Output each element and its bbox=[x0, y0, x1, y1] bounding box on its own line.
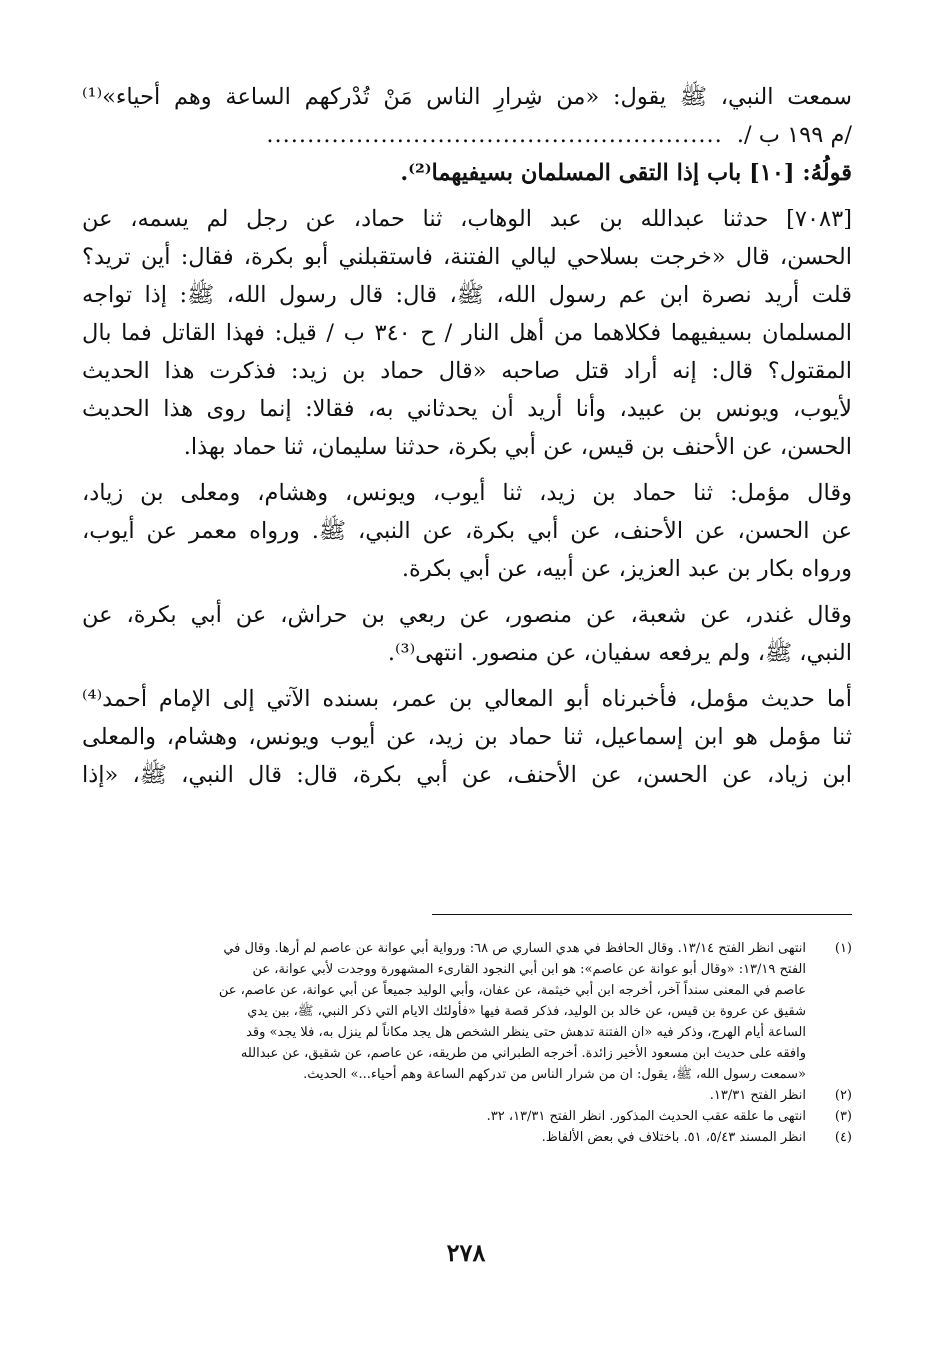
text-line-6: قلت أريد نصرة ابن عم رسول الله، ﷺ، قال: قال رسول الله، ﷺ: إذا تواجه bbox=[82, 282, 852, 308]
footnote-text: الساعة أيام الهرج، وذكر فيه «ان الفتنة تدهش حتى ينظر الشخص هل يجد مكاناً لم ينزل به، فلا يجد» وقد bbox=[246, 1025, 806, 1040]
footnote-text: «سمعت رسول الله، ﷺ، يقول: ان من شرار الناس من تدركهم الساعة وهم أحياء...» الحديث. bbox=[303, 1067, 806, 1082]
text-line-15: النبي، ﷺ، ولم يرفعه سفيان، عن منصور. انتهى⁽³⁾. bbox=[387, 640, 852, 666]
text-line-14: وقال غندر، عن شعبة، عن منصور، عن ربعي بن حراش، عن أبي بكرة، عن bbox=[82, 602, 852, 628]
text-line-9: لأيوب، ويونس بن عبيد، وأنا أريد أن يحدثاني به، فقالا: إنما روى هذا الحديث bbox=[82, 396, 852, 422]
text-line-4: [٧٠٨٣] حدثنا عبدالله بن عبد الوهاب، ثنا حماد، عن رجل لم يسمه، عن bbox=[82, 206, 852, 232]
main-text bbox=[82, 78, 852, 794]
footnote-number: (٣) bbox=[834, 1109, 852, 1124]
footnote-3 bbox=[82, 1106, 852, 1127]
page-number: ٢٧٨ bbox=[446, 1238, 486, 1267]
text-line-7: المسلمان بسيفيهما فكلاهما من أهل النار / ح ٣٤٠ ب / قيل: فهذا القاتل فما بال bbox=[82, 320, 852, 346]
text-line-8: المقتول؟ قال: إنه أراد قتل صاحبه «قال حماد بن زيد: فذكرت هذا الحديث bbox=[82, 358, 852, 384]
footnote-separator bbox=[432, 914, 852, 915]
footnote-text: انتهى انظر الفتح ١٣/١٤. وقال الحافظ في هدي الساري ص ٦٨: ورواية أبي عوانة عن عاصم لم أرها. وقال في bbox=[223, 941, 806, 956]
footnote-text: شقيق عن عروة بن قيس، عن خالد بن الوليد، فذكر قصة فيها «فأولئك الايام التي ذكر النبي، ﷺ، بين يدي bbox=[247, 1004, 806, 1019]
footnote-text: انظر الفتح ١٣/٣١. bbox=[709, 1088, 806, 1103]
text-line-17: ثنا مؤمل هو ابن إسماعيل، ثنا حماد بن زيد، عن أيوب ويونس، وهشام، والمعلى bbox=[82, 724, 852, 750]
footnote-4 bbox=[82, 1127, 852, 1148]
footnote-text: الفتح ١٣/١٩: «وقال أبو عوانة عن عاصم»: هو ابن أبي النجود القارىء المشهورة ووجدت لأبي عوانة، عن bbox=[252, 962, 806, 977]
footnotes bbox=[82, 938, 852, 1148]
footnote-2 bbox=[82, 1085, 852, 1106]
footnote-number: (٤) bbox=[834, 1130, 852, 1145]
text-line-12: عن الحسن، عن الأحنف، عن أبي بكرة، عن النبي، ﷺ. ورواه معمر عن أيوب، bbox=[82, 518, 852, 544]
dotted-filler: ........................................................ bbox=[266, 122, 723, 148]
footnote-text: عاصم في المعنى سنداً آخر، أخرجه ابن أبي خيثمة، عن عفان، وأبي الوليد جميعاً عن أبي عوانة، عن عاصم، عن bbox=[218, 983, 806, 998]
text-line-18: ابن زياد، عن الحسن، عن الأحنف، عن أبي بكرة، قال: قال النبي، ﷺ، «إذا bbox=[82, 762, 852, 788]
text-line-5: الحسن، قال «خرجت بسلاحي ليالي الفتنة، فاستقبلني أبو بكرة، فقال: أين تريد؟ bbox=[82, 244, 852, 270]
manuscript-marker: /م ١٩٩ ب /. bbox=[736, 122, 852, 148]
text-line-2 bbox=[82, 116, 852, 154]
text-line-13: ورواه بكار بن عبد العزيز، عن أبيه، عن أبي بكرة. bbox=[401, 556, 852, 582]
footnote-number: (٢) bbox=[834, 1088, 852, 1103]
text-line-16: أما حديث مؤمل، فأخبرناه أبو المعالي بن عمر، بسنده الآتي إلى الإمام أحمد⁽⁴⁾ bbox=[82, 686, 852, 712]
footnote-text: انتهى ما علقه عقب الحديث المذكور. انظر الفتح ١٣/٣١، ٣٢. bbox=[486, 1109, 806, 1124]
footnote-1 bbox=[82, 938, 852, 959]
text-line-11: وقال مؤمل: ثنا حماد بن زيد، ثنا أيوب، ويونس، وهشام، ومعلى بن زياد، bbox=[82, 480, 852, 506]
text-line-1: سمعت النبي، ﷺ يقول: «من شِرارِ الناس مَنْ تُدْركهم الساعة وهم أحياء»⁽¹⁾ bbox=[82, 84, 852, 110]
text-line-10: الحسن، عن الأحنف بن قيس، عن أبي بكرة، حدثنا سليمان، ثنا حماد بهذا. bbox=[183, 434, 852, 460]
footnote-text: انظر المسند ٥/٤٣، ٥١. باختلاف في بعض الألفاظ. bbox=[541, 1130, 806, 1145]
footnote-number: (١) bbox=[834, 941, 852, 956]
footnote-text: وافقه على حديث ابن مسعود الأخير زائدة. أخرجه الطبراني من طريقه، عن عاصم، عن شقيق، عن عبدالله bbox=[240, 1046, 806, 1061]
chapter-heading: قولُهُ: [١٠] باب إذا التقى المسلمان بسيفيهما⁽²⁾. bbox=[400, 160, 852, 186]
